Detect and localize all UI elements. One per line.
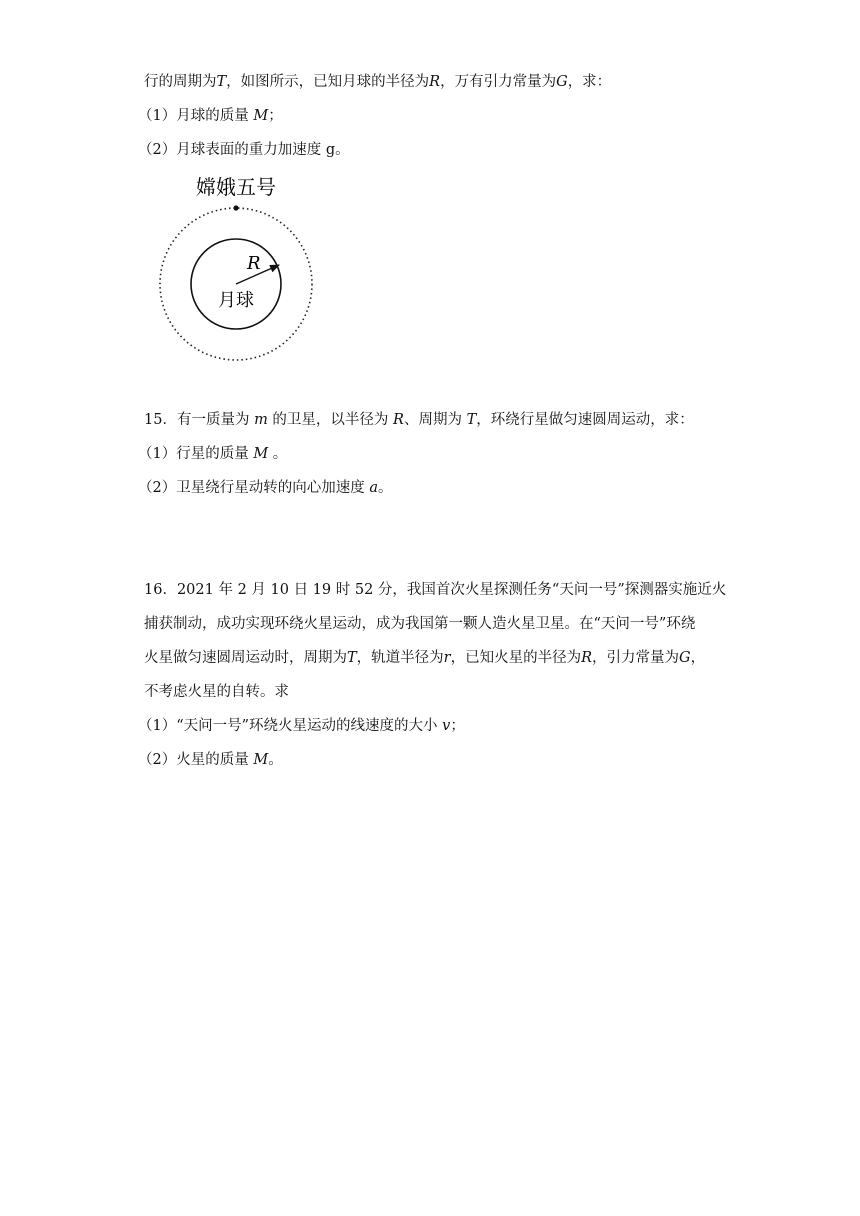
text-segment: （2）月球表面的重力加速度 g。: [138, 142, 350, 158]
moon-label: 月球: [218, 290, 254, 311]
text-segment: ，环绕行星做匀速圆周运动，求：: [476, 412, 694, 428]
text-segment: 的卫星，以半径为: [267, 412, 389, 428]
problem-16-stem-line-2: [144, 614, 695, 634]
text-segment: ；: [268, 108, 283, 124]
variable-R: R: [581, 650, 593, 666]
problem-15-question-1: [138, 444, 287, 464]
problem-16-stem-line-3: [144, 648, 705, 668]
problem-16-stem-line-1: [144, 580, 726, 600]
text-segment: ，求：: [567, 74, 612, 90]
text-segment: ，引力常量为: [592, 650, 680, 666]
text-segment: ，如图所示，已知月球的半径为: [226, 74, 430, 90]
text-segment: ；: [450, 718, 465, 734]
text-segment: （1）“天问一号”环绕火星运动的线速度的大小: [138, 718, 438, 734]
problem-16-question-2: [138, 750, 283, 770]
text-segment: 捕获制动，成功实现环绕火星运动，成为我国第一颗人造火星卫星。在“天问一号”环绕: [144, 616, 696, 632]
satellite-dot: [233, 205, 238, 210]
text-segment: 。: [268, 446, 288, 462]
text-segment: 火星做匀速圆周运动时，周期为: [144, 650, 347, 666]
variable-T: T: [216, 74, 227, 90]
text-segment: 不考虑火星的自转。求: [144, 684, 289, 700]
problem-16-stem-line-4: [144, 682, 289, 702]
problem-15-stem: [144, 410, 694, 430]
variable-M: M: [253, 446, 269, 462]
text-segment: （2）火星的质量: [138, 752, 249, 768]
text-segment: （1）月球的质量: [138, 108, 249, 124]
problem-16-question-1: [138, 716, 465, 736]
variable-T: T: [466, 412, 477, 428]
variable-v: v: [442, 718, 451, 734]
variable-R: R: [429, 74, 441, 90]
text-segment: （1）行星的质量: [138, 446, 249, 462]
text-segment: ，: [690, 650, 706, 666]
figure-title: 嫦娥五号: [196, 175, 276, 199]
radius-label: R: [247, 253, 261, 274]
moon-orbit-figure: [150, 168, 330, 368]
text-segment: 15．有一质量为: [144, 412, 250, 428]
variable-a: a: [369, 480, 378, 496]
moon-orbit-diagram: [150, 168, 330, 368]
intro-line-1: [144, 72, 611, 92]
variable-M: M: [253, 108, 269, 124]
variable-G: G: [556, 74, 568, 90]
text-segment: ，轨道半径为: [356, 650, 444, 666]
problem-15-question-2: [138, 478, 393, 498]
variable-T: T: [347, 650, 357, 666]
text-segment: ，已知火星的半径为: [450, 650, 582, 666]
variable-G: G: [679, 650, 691, 666]
text-segment: 行的周期为: [144, 74, 217, 90]
text-segment: ，万有引力常量为: [440, 74, 557, 90]
text-segment: 。: [378, 480, 393, 496]
variable-R: R: [393, 412, 404, 428]
intro-question-2: [138, 140, 350, 160]
text-segment: （2）卫星绕行星动转的向心加速度: [138, 480, 365, 496]
text-segment: 。: [268, 752, 283, 768]
intro-question-1: [138, 106, 283, 126]
text-segment: 、周期为: [403, 412, 462, 428]
variable-m: m: [254, 412, 268, 428]
variable-r: r: [443, 650, 451, 666]
variable-M: M: [253, 752, 269, 768]
text-segment: 16．2021 年 2 月 10 日 19 时 52 分，我国首次火星探测任务“天问一号”探测器实施近火: [144, 582, 727, 598]
